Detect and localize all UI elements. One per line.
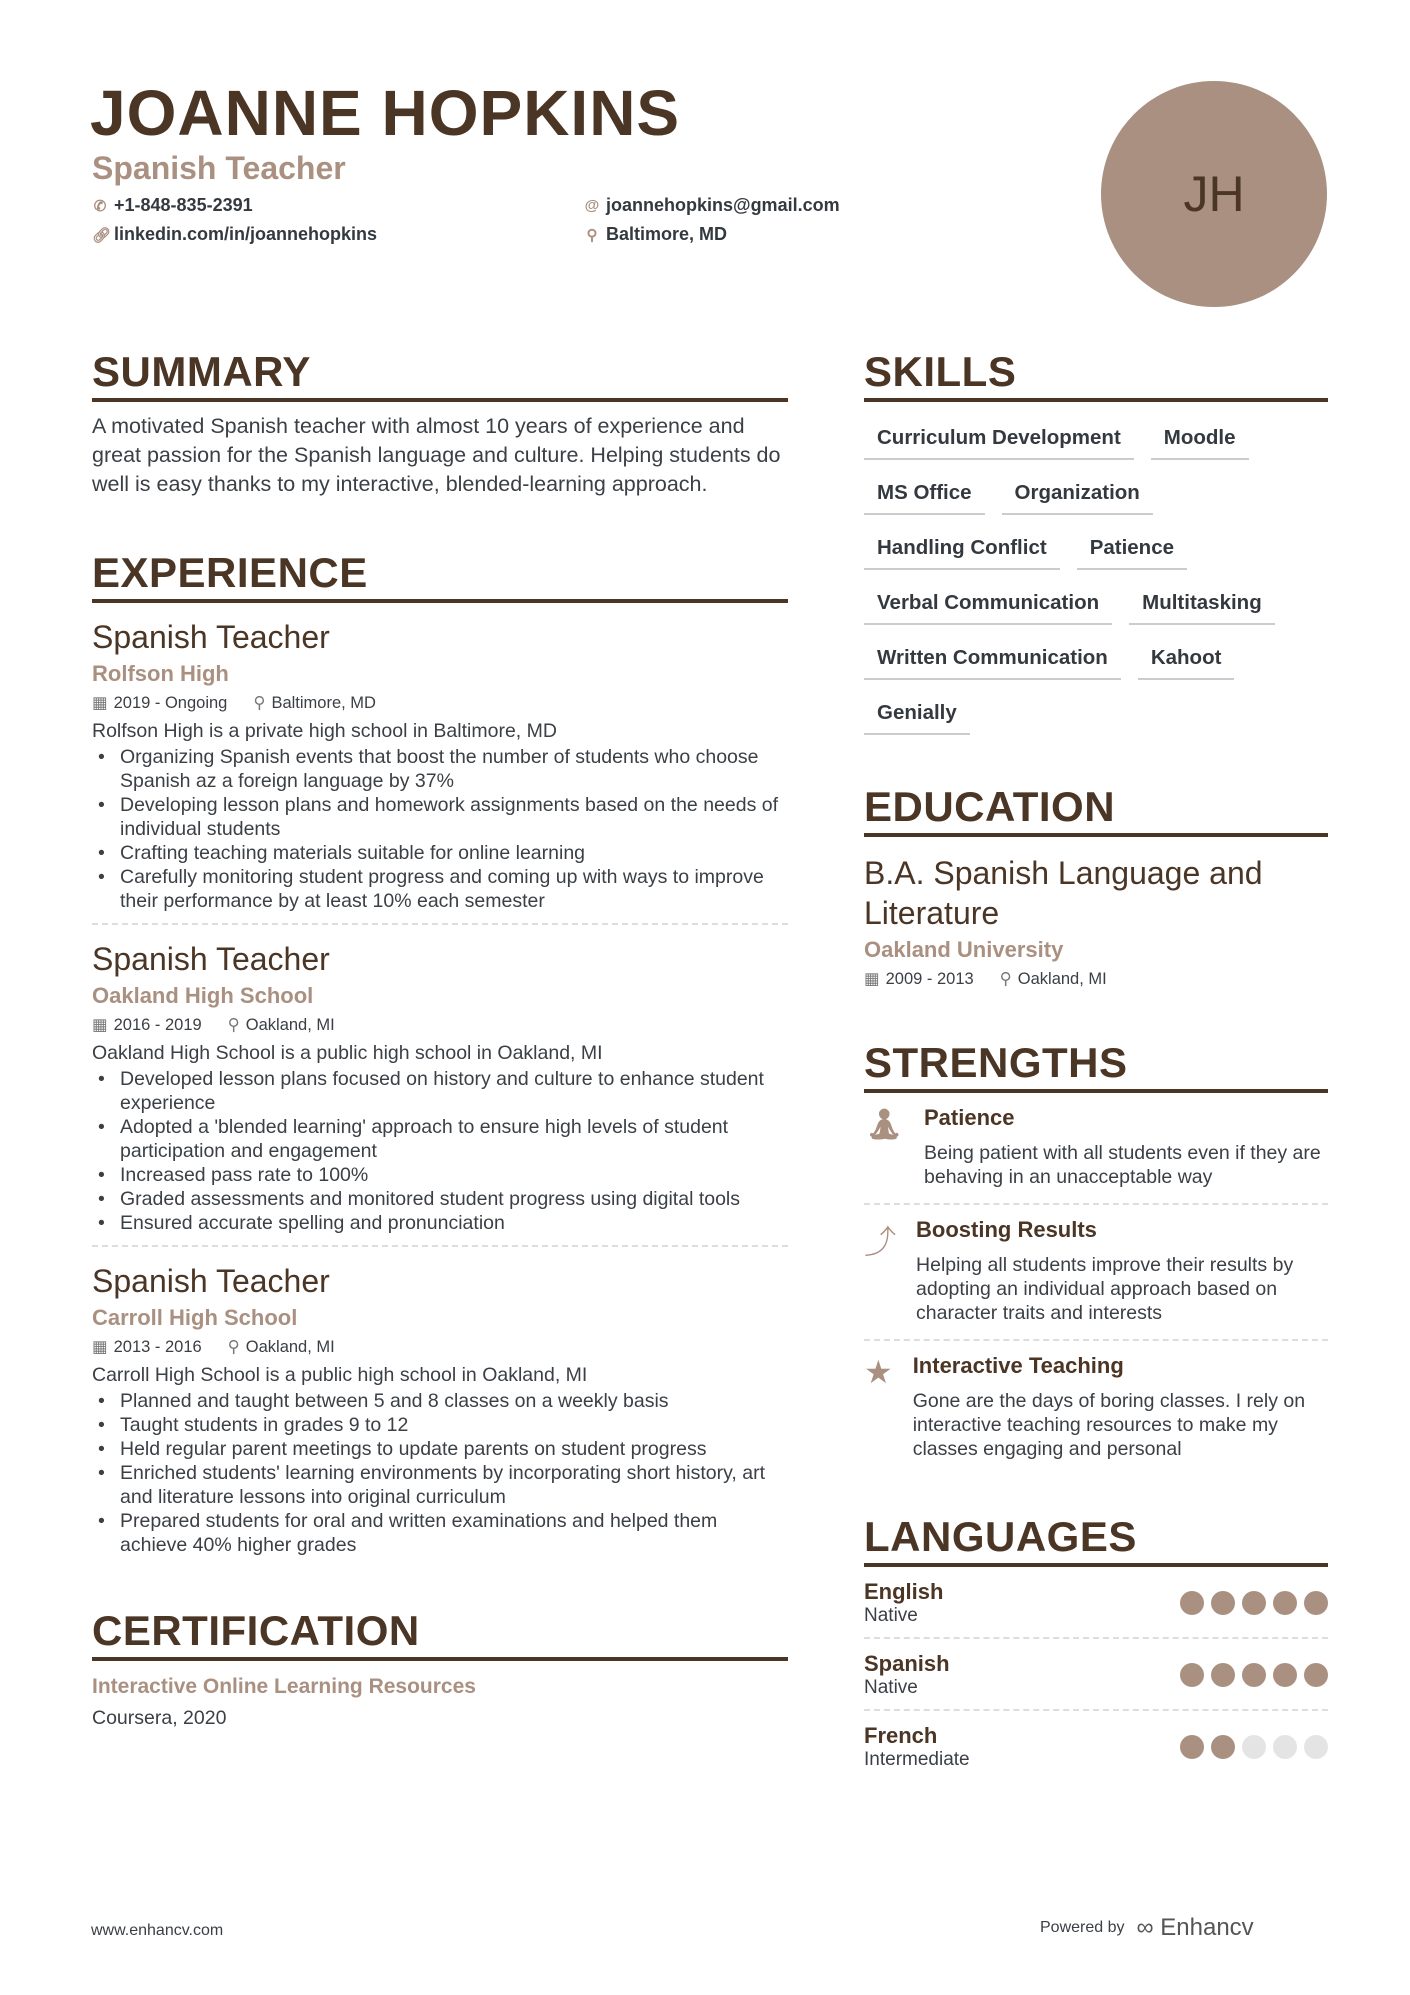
skill-tag: Kahoot bbox=[1138, 638, 1235, 680]
language-rating bbox=[1180, 1591, 1328, 1615]
calendar-icon: ▦ bbox=[92, 1338, 108, 1356]
job-entry bbox=[92, 1261, 788, 1567]
location-text: Baltimore, MD bbox=[606, 224, 728, 244]
skills-list bbox=[864, 418, 1328, 735]
rating-dot bbox=[1273, 1663, 1297, 1687]
language-item bbox=[864, 1567, 1328, 1639]
strength-text: Being patient with all students even if they are behaving in an unacceptable way bbox=[924, 1142, 1321, 1188]
meditation-icon: 🧘︎ bbox=[864, 1106, 905, 1142]
strategy-icon: ⤴ bbox=[864, 1224, 897, 1260]
bullet: • Increased pass rate to 100% bbox=[92, 1163, 788, 1187]
skill-tag: Moodle bbox=[1151, 418, 1249, 460]
calendar-icon: ▦ bbox=[92, 1016, 108, 1034]
skill-tag: Verbal Communication bbox=[864, 583, 1112, 625]
job-location: Oakland, MI bbox=[245, 1338, 335, 1356]
job-meta bbox=[92, 1337, 788, 1357]
star-icon: ★ bbox=[864, 1354, 893, 1390]
bullet: • Prepared students for oral and written examinations and helped them achieve 40% higher grades bbox=[92, 1509, 788, 1557]
job-dates: 2013 - 2016 bbox=[113, 1338, 202, 1356]
enhancv-logo: ∞ Enhancv bbox=[1136, 1914, 1254, 1941]
brand-name: Enhancv bbox=[1160, 1914, 1254, 1941]
strength-item bbox=[864, 1093, 1328, 1205]
location-pin-icon: ⚲ bbox=[227, 1016, 240, 1034]
language-name: English bbox=[864, 1579, 944, 1604]
bullet: • Adopted a 'blended learning' approach to ensure high levels of student participation and engagement bbox=[92, 1115, 788, 1163]
job-location: Baltimore, MD bbox=[271, 694, 376, 712]
education-meta bbox=[864, 969, 1328, 989]
skill-tag: MS Office bbox=[864, 473, 985, 515]
linkedin[interactable] bbox=[92, 224, 377, 245]
location-pin-icon: ⚲ bbox=[999, 970, 1012, 988]
candidate-title: Spanish Teacher bbox=[92, 150, 346, 186]
at-icon: @ bbox=[584, 197, 600, 214]
calendar-icon: ▦ bbox=[92, 694, 108, 712]
footer-website[interactable]: www.enhancv.com bbox=[91, 1922, 224, 1939]
skill-tag: Multitasking bbox=[1129, 583, 1275, 625]
rating-dot bbox=[1180, 1735, 1204, 1759]
link-icon: 🔗︎ bbox=[92, 226, 112, 244]
job-dates: 2019 - Ongoing bbox=[113, 694, 228, 712]
strength-item bbox=[864, 1205, 1328, 1341]
left-column bbox=[92, 348, 788, 1730]
summary-text: A motivated Spanish teacher with almost 10 years of experience and great passion for the Spanish language and culture. Helping students do well is easy thanks to my interactive, blended-learning approach. bbox=[92, 414, 781, 496]
job-title: Spanish Teacher bbox=[92, 1263, 330, 1299]
skill-tag: Written Communication bbox=[864, 638, 1121, 680]
location-pin-icon: ⚲ bbox=[253, 694, 266, 712]
experience-heading: EXPERIENCE bbox=[92, 549, 788, 603]
rating-dot bbox=[1180, 1591, 1204, 1615]
rating-dot bbox=[1273, 1591, 1297, 1615]
language-level: Native bbox=[864, 1677, 918, 1698]
email[interactable] bbox=[584, 195, 840, 216]
job-meta bbox=[92, 693, 788, 713]
skill-tag: Patience bbox=[1077, 528, 1187, 570]
strength-text: Gone are the days of boring classes. I rely on interactive teaching resources to make my classes engaging and personal bbox=[912, 1390, 1306, 1460]
summary-heading: SUMMARY bbox=[92, 348, 788, 402]
avatar: JH bbox=[1101, 81, 1327, 307]
rating-dot bbox=[1211, 1591, 1235, 1615]
skill-tag: Curriculum Development bbox=[864, 418, 1134, 460]
bullet: • Held regular parent meetings to update parents on student progress bbox=[92, 1437, 788, 1461]
calendar-icon: ▦ bbox=[864, 970, 880, 988]
strength-title: Interactive Teaching bbox=[912, 1353, 1124, 1378]
job-bullets bbox=[92, 745, 788, 913]
job-description: Oakland High School is a public high school in Oakland, MI bbox=[92, 1042, 603, 1064]
skill-tag: Genially bbox=[864, 693, 970, 735]
rating-dot bbox=[1273, 1735, 1297, 1759]
skill-tag: Organization bbox=[1002, 473, 1153, 515]
school: Oakland University bbox=[864, 937, 1064, 962]
strength-item bbox=[864, 1341, 1328, 1475]
language-name: French bbox=[864, 1723, 938, 1748]
certification-issuer: Coursera, 2020 bbox=[92, 1707, 227, 1729]
phone-text: +1-848-835-2391 bbox=[114, 195, 253, 215]
bullet: • Graded assessments and monitored student progress using digital tools bbox=[92, 1187, 788, 1211]
language-rating bbox=[1180, 1663, 1328, 1687]
strength-title: Boosting Results bbox=[916, 1217, 1097, 1242]
linkedin-link[interactable]: linkedin.com/in/joannehopkins bbox=[114, 224, 378, 244]
education-dates: 2009 - 2013 bbox=[885, 970, 974, 988]
bullet: • Developed lesson plans focused on history and culture to enhance student experience bbox=[92, 1067, 788, 1115]
job-title: Spanish Teacher bbox=[92, 941, 330, 977]
company: Oakland High School bbox=[92, 983, 314, 1008]
location-pin-icon: ⚲ bbox=[227, 1338, 240, 1356]
bullet: • Enriched students' learning environments by incorporating short history, art and literature lessons into original curriculum bbox=[92, 1461, 788, 1509]
rating-dot bbox=[1211, 1735, 1235, 1759]
certification-heading: CERTIFICATION bbox=[92, 1607, 788, 1661]
job-description: Rolfson High is a private high school in Baltimore, MD bbox=[92, 720, 557, 742]
powered-by: Powered by bbox=[1040, 1919, 1125, 1936]
strengths-list bbox=[864, 1093, 1328, 1475]
company: Rolfson High bbox=[92, 661, 229, 686]
strength-title: Patience bbox=[924, 1105, 1015, 1130]
location bbox=[584, 224, 727, 245]
job-entry bbox=[92, 939, 788, 1247]
bullet: • Organizing Spanish events that boost the number of students who choose Spanish az a foreign language by 37% bbox=[92, 745, 788, 793]
skill-tag: Handling Conflict bbox=[864, 528, 1060, 570]
language-item bbox=[864, 1711, 1328, 1781]
job-description: Carroll High School is a public high school in Oakland, MI bbox=[92, 1364, 588, 1386]
language-rating bbox=[1180, 1735, 1328, 1759]
job-bullets bbox=[92, 1067, 788, 1235]
company: Carroll High School bbox=[92, 1305, 298, 1330]
rating-dot bbox=[1211, 1663, 1235, 1687]
candidate-name: JOANNE HOPKINS bbox=[90, 77, 681, 149]
job-bullets bbox=[92, 1389, 788, 1557]
phone bbox=[92, 195, 253, 216]
email-link[interactable]: joannehopkins@gmail.com bbox=[606, 195, 840, 215]
footer-branding bbox=[1040, 1914, 1254, 1942]
job-title: Spanish Teacher bbox=[92, 619, 330, 655]
education-heading: EDUCATION bbox=[864, 783, 1328, 837]
job-dates: 2016 - 2019 bbox=[113, 1016, 202, 1034]
bullet: • Planned and taught between 5 and 8 classes on a weekly basis bbox=[92, 1389, 788, 1413]
bullet: • Developing lesson plans and homework assignments based on the needs of individual students bbox=[92, 793, 788, 841]
rating-dot bbox=[1242, 1663, 1266, 1687]
language-item bbox=[864, 1639, 1328, 1711]
bullet: • Taught students in grades 9 to 12 bbox=[92, 1413, 788, 1437]
bullet: • Crafting teaching materials suitable for online learning bbox=[92, 841, 788, 865]
language-name: Spanish bbox=[864, 1651, 950, 1676]
rating-dot bbox=[1180, 1663, 1204, 1687]
bullet: • Carefully monitoring student progress and coming up with ways to improve their performance by at least 10% each semester bbox=[92, 865, 788, 913]
right-column bbox=[864, 348, 1328, 1781]
education-location: Oakland, MI bbox=[1017, 970, 1107, 988]
languages-list bbox=[864, 1567, 1328, 1781]
job-meta bbox=[92, 1015, 788, 1035]
rating-dot bbox=[1304, 1591, 1328, 1615]
language-level: Native bbox=[864, 1605, 918, 1626]
degree: B.A. Spanish Language and Literature bbox=[864, 855, 1263, 931]
bullet: • Ensured accurate spelling and pronunciation bbox=[92, 1211, 788, 1235]
job-entry bbox=[92, 617, 788, 925]
language-level: Intermediate bbox=[864, 1749, 970, 1770]
languages-heading: LANGUAGES bbox=[864, 1513, 1328, 1567]
experience-list bbox=[92, 617, 788, 1567]
rating-dot bbox=[1304, 1663, 1328, 1687]
rating-dot bbox=[1304, 1735, 1328, 1759]
strength-text: Helping all students improve their results by adopting an individual approach based on character traits and interests bbox=[916, 1254, 1294, 1324]
skills-heading: SKILLS bbox=[864, 348, 1328, 402]
rating-dot bbox=[1242, 1735, 1266, 1759]
strengths-heading: STRENGTHS bbox=[864, 1039, 1328, 1093]
certification-name: Interactive Online Learning Resources bbox=[92, 1675, 476, 1698]
phone-icon: ✆ bbox=[93, 197, 107, 215]
job-location: Oakland, MI bbox=[245, 1016, 335, 1034]
rating-dot bbox=[1242, 1591, 1266, 1615]
location-pin-icon: ⚲ bbox=[586, 226, 598, 244]
